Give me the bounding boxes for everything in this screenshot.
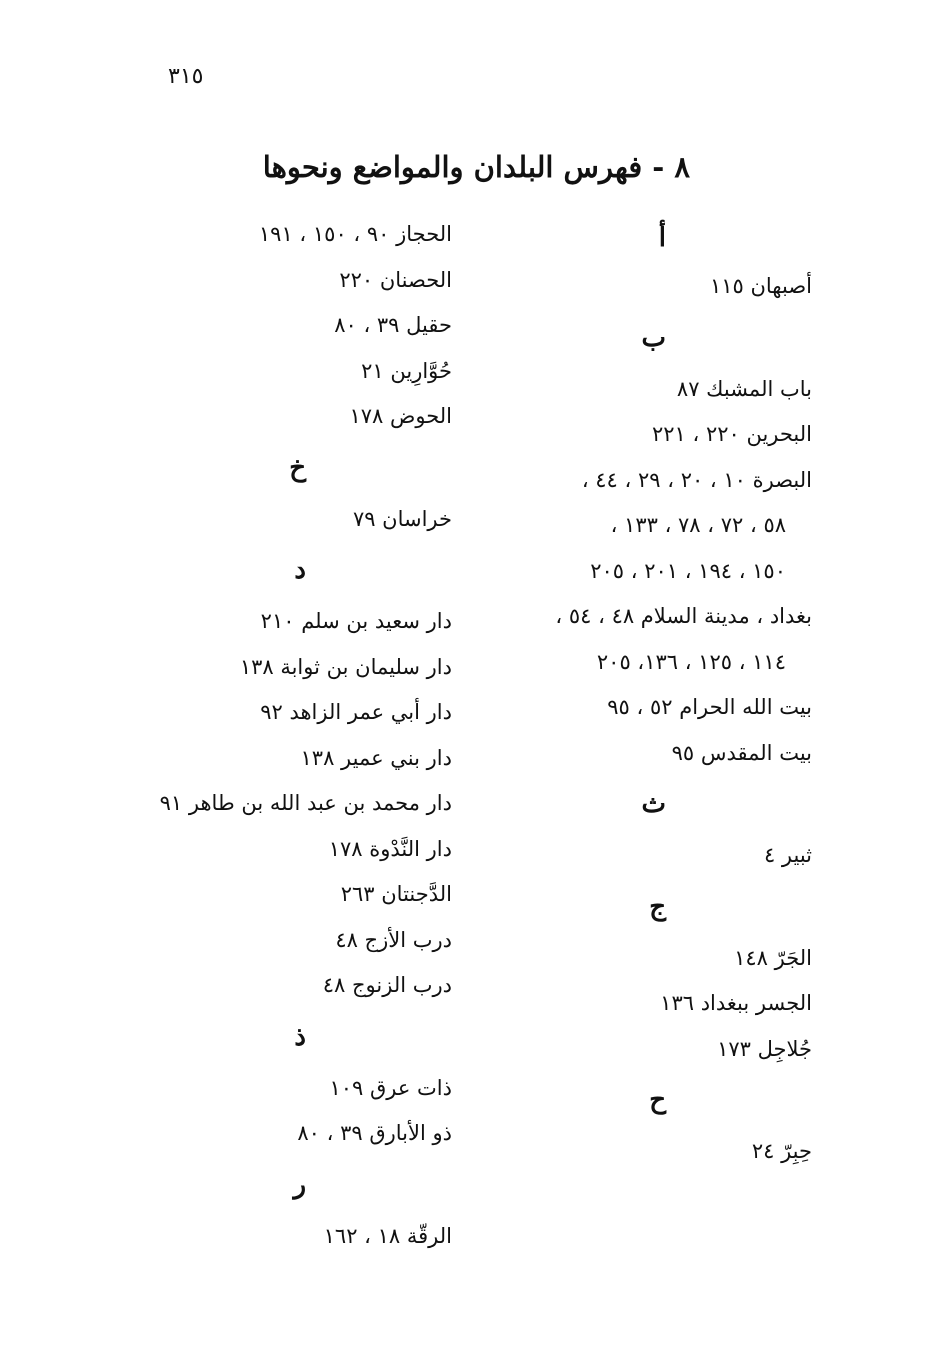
index-entry: الحوض ١٧٨ (349, 404, 452, 428)
section-letter: خ (289, 452, 306, 483)
index-entry: الرقّة ١٨ ، ١٦٢ (323, 1223, 452, 1248)
index-entry: حِبِرّ ٢٤ (751, 1139, 812, 1163)
index-entry: دار بني عمير ١٣٨ (300, 745, 452, 770)
section-letter: أ (658, 223, 666, 253)
section-letter: ذ (294, 1021, 306, 1052)
index-entry: دار سعيد بن سلم ٢١٠ (260, 609, 452, 633)
index-entry: البصرة ١٠ ، ٢٠ ، ٢٩ ، ٤٤ ، (581, 467, 812, 492)
section-letter: ج (649, 891, 666, 922)
index-entry: حقيل ٣٩ ، ٨٠ (334, 313, 452, 337)
index-entry: درب الأزج ٤٨ (335, 927, 452, 952)
section-letter: ث (641, 789, 666, 819)
section-letter: ح (649, 1085, 666, 1115)
index-entry: باب المشبك ٨٧ (676, 376, 812, 401)
index-entry: الجسر ببغداد ١٣٦ (660, 991, 812, 1015)
section-letter: د (294, 555, 306, 585)
index-entry: حُوَّارِين ٢١ (361, 358, 452, 383)
index-entry: دار أبي عمر الزاهد ٩٢ (260, 700, 452, 724)
index-column-right (482, 212, 812, 1175)
index-entry-continuation: ١١٤ ، ١٢٥ ، ١٣٦، ٢٠٥ (596, 649, 786, 674)
index-entry: الحجاز ٩٠ ، ١٥٠ ، ١٩١ (258, 222, 452, 246)
index-entry: بغداد ، مدينة السلام ٤٨ ، ٥٤ ، (555, 604, 812, 628)
index-entry: درب الزنوج ٤٨ (322, 973, 452, 997)
index-entry-continuation: ٥٨ ، ٧٢ ، ٧٨ ، ١٣٣ ، (610, 513, 786, 537)
index-title: ٨ - فهرس البلدان والمواضع ونحوها (262, 150, 690, 184)
index-entry: دار النَّدْوة ١٧٨ (328, 836, 452, 861)
index-entry: البحرين ٢٢٠ ، ٢٢١ (651, 422, 812, 446)
index-entry: ذات عرق ١٠٩ (329, 1075, 452, 1100)
index-entry: خراسان ٧٩ (352, 506, 452, 531)
index-entry: الدَّجنتان ٢٦٣ (340, 882, 452, 906)
index-entry: بيت الله الحرام ٥٢ ، ٩٥ (607, 695, 812, 719)
section-letter: ب (641, 322, 666, 353)
index-entry: الحصنان ٢٢٠ (339, 267, 452, 292)
index-entry: دار محمد بن عبد الله بن طاهر ٩١ (159, 791, 452, 815)
index-entry: جُلاجِل ١٧٣ (717, 1036, 812, 1061)
index-entry: بيت المقدس ٩٥ (671, 740, 812, 765)
section-letter: ر (293, 1169, 306, 1200)
index-entry: ثبير ٤ (763, 843, 812, 867)
index-entry-continuation: ١٥٠ ، ١٩٤ ، ٢٠١ ، ٢٠٥ (590, 558, 786, 583)
index-entry: دار سليمان بن ثوابة ١٣٨ (239, 654, 452, 679)
index-column-left (112, 212, 452, 1259)
index-entry: الجَرّ ١٤٨ (734, 945, 812, 970)
index-entry: أصبهان ١١٥ (709, 274, 812, 298)
page-number: ٣١٥ (168, 64, 204, 89)
index-entry: ذو الأبارق ٣٩ ، ٨٠ (297, 1121, 452, 1145)
